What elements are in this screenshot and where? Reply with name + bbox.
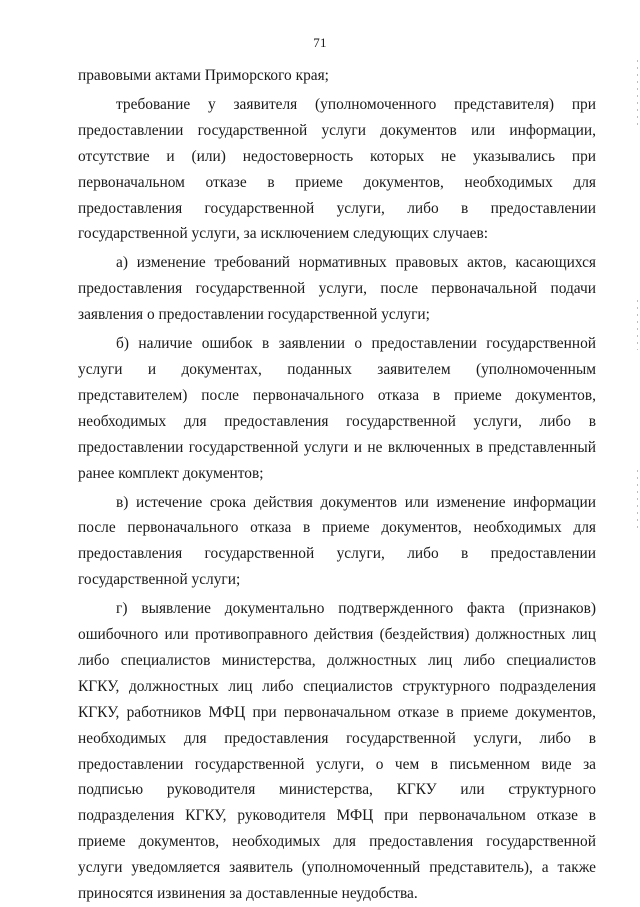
document-body — [78, 63, 596, 907]
paragraph-item-b: б) наличие ошибок в заявлении о предоставлении государственной услуги и документах, поданных заявителем (уполномоченным представителем) после первоначального отказа в приеме документов, необходимых для предоставления государственной услуги, либо в предоставлении государственной услуги и не включенных в представленный ранее комплект документов; — [78, 335, 596, 482]
scan-edge-mark — [637, 60, 638, 130]
page-number: 71 — [313, 35, 327, 50]
paragraph-item-v: в) истечение срока действия документов или изменение информации после первоначального отказа в приеме документов, необходимых для предоставления государственной услуги, либо в предоставлении государственной услуги; — [78, 493, 596, 589]
paragraph-continuation: правовыми актами Приморского края; — [78, 67, 329, 84]
scan-edge-mark — [637, 470, 638, 530]
paragraph-item-g: г) выявление документально подтвержденного факта (признаков) ошибочного или противоправного действия (бездействия) должностных лиц либо специалистов министерства, должностных лиц либо специалистов КГКУ, должностных лиц либо специалистов структурного подразделения КГКУ, работников МФЦ при первоначальном отказе в приеме документов, необходимых для предоставления государственной услуги, либо в предоставлении государственной услуги, о чем в письменном виде за подписью руководителя министерства, КГКУ или структурного подразделения КГКУ, руководителя МФЦ при первоначальном отказе в приеме документов, необходимых для предоставления государственной услуги уведомляется заявитель (уполномоченный представитель), а также приносятся извинения за доставленные неудобства. — [78, 600, 596, 903]
paragraph-requirement: требование у заявителя (уполномоченного представителя) при предоставлении государственной услуги документов или информации, отсутствие и (или) недостоверность которых не указывались при первоначальном отказе в приеме документов, необходимых для предоставления государственной услуги, либо в предоставлении государственной услуги, за исключением следующих случаев: — [78, 95, 596, 243]
paragraph-item-a: а) изменение требований нормативных правовых актов, касающихся предоставления государственной услуги, после первоначальной подачи заявления о предоставлении государственной услуги; — [78, 254, 596, 324]
scan-edge-mark — [637, 300, 638, 350]
